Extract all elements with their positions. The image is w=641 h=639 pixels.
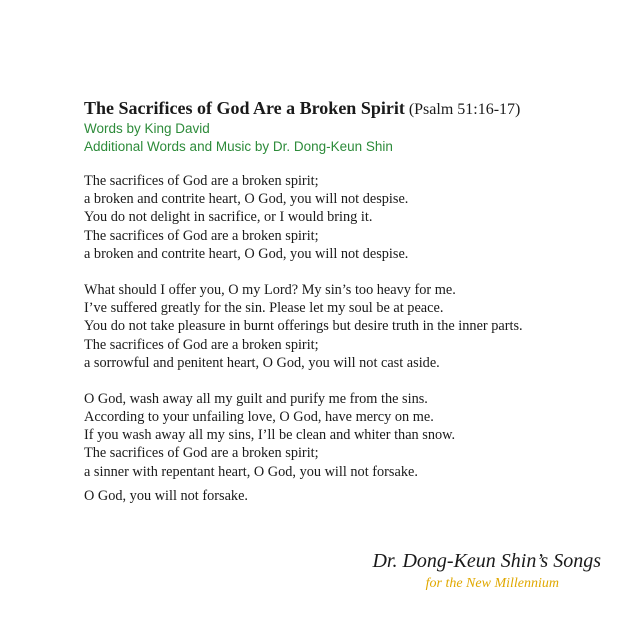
series-subtitle: for the New Millennium (425, 576, 559, 591)
coda-line: O God, you will not forsake. (84, 487, 248, 504)
lyric-line: a broken and contrite heart, O God, you will not despise. (84, 245, 409, 262)
lyric-line: a sorrowful and penitent heart, O God, you will not cast aside. (84, 354, 440, 371)
lyric-line: The sacrifices of God are a broken spirit; (84, 445, 319, 462)
series-title: Dr. Dong-Keun Shin’s Songs (372, 550, 601, 572)
lyric-line: a broken and contrite heart, O God, you will not despise. (84, 191, 409, 208)
lyric-line: If you wash away all my sins, I’ll be clean and whiter than snow. (84, 427, 456, 444)
lyric-line: The sacrifices of God are a broken spirit; (84, 227, 319, 244)
lyric-line: I’ve suffered greatly for the sin. Please let my soul be at peace. (84, 300, 444, 317)
song-title: The Sacrifices of God Are a Broken Spirit (84, 98, 405, 118)
stanza-3 (84, 390, 523, 481)
lyric-line: The sacrifices of God are a broken spirit; (84, 336, 319, 353)
words-credit: Words by King David (84, 121, 210, 136)
stanza-1 (84, 172, 523, 263)
music-credit: Additional Words and Music by Dr. Dong-Keun Shin (84, 139, 393, 154)
lyric-line: The sacrifices of God are a broken spirit; (84, 173, 319, 189)
scripture-reference: (Psalm 51:16-17) (408, 101, 521, 118)
lyric-line: What should I offer you, O my Lord? My sin’s too heavy for me. (84, 281, 456, 298)
lyric-line: O God, wash away all my guilt and purify me from the sins. (84, 390, 428, 407)
lyrics (84, 172, 523, 505)
lyric-line: According to your unfailing love, O God, have mercy on me. (84, 409, 434, 426)
lyric-line: a sinner with repentant heart, O God, you will not forsake. (84, 463, 418, 480)
lyric-line: You do not delight in sacrifice, or I would bring it. (84, 209, 373, 226)
title-line (84, 98, 520, 119)
stanza-2 (84, 281, 523, 372)
lyric-line: You do not take pleasure in burnt offerings but desire truth in the inner parts. (84, 318, 523, 335)
